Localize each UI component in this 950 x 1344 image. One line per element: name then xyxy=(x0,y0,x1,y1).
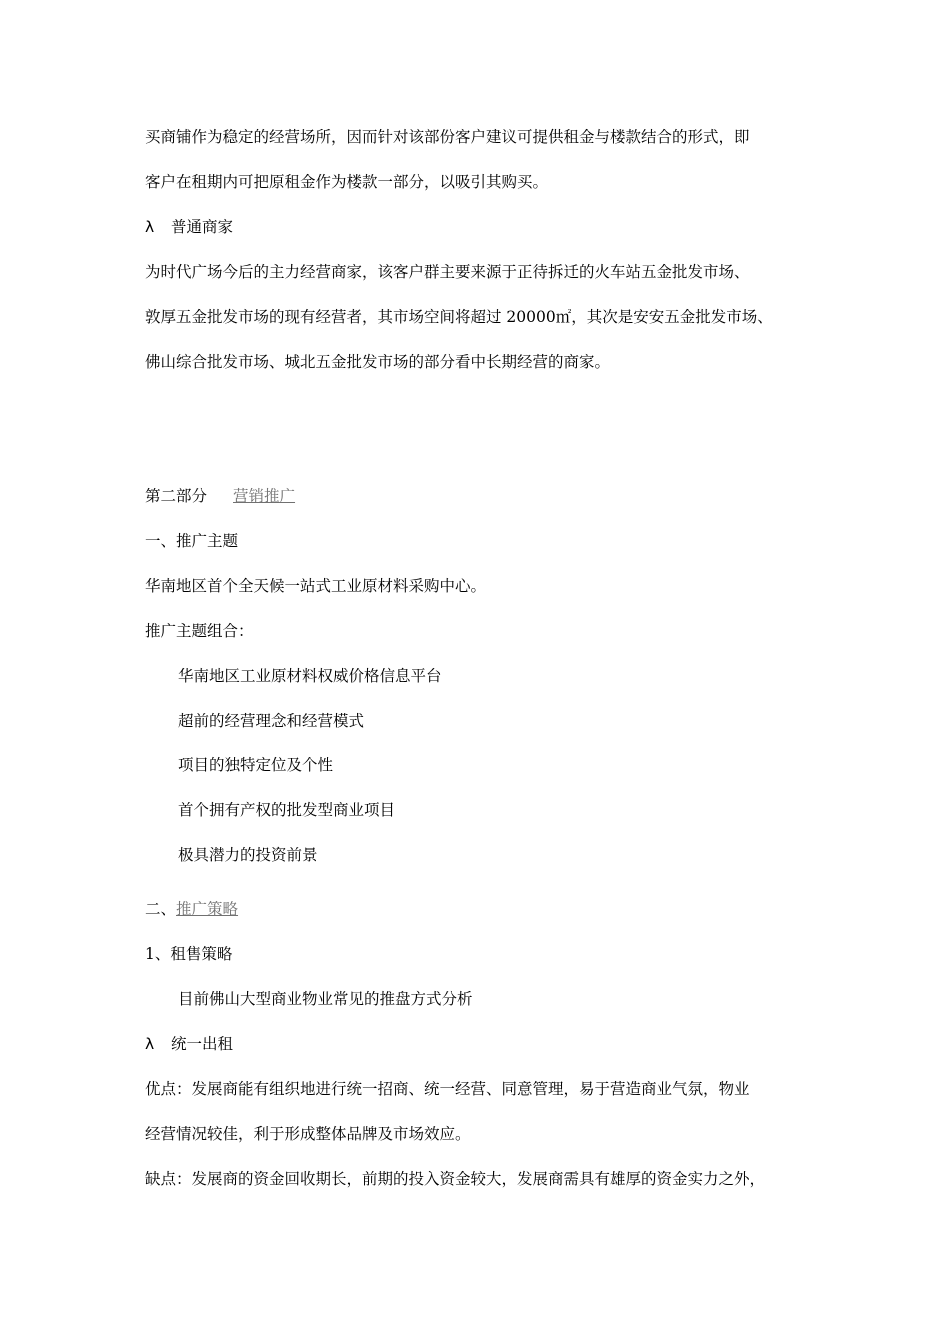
section-heading xyxy=(145,899,238,919)
lambda-bullet-icon: λ xyxy=(145,1035,155,1053)
paragraph-line: 优点：发展商能有组织地进行统一招商、统一经营、同意管理，易于营造商业气氛，物业 xyxy=(145,1080,750,1098)
list-item: 华南地区工业原材料权威价格信息平台 xyxy=(178,667,442,685)
paragraph-line: 经营情况较佳，利于形成整体品牌及市场效应。 xyxy=(145,1125,471,1143)
bullet-text: 统一出租 xyxy=(171,1035,234,1053)
paragraph-line: 缺点：发展商的资金回收期长，前期的投入资金较大，发展商需具有雄厚的资金实力之外， xyxy=(145,1170,766,1188)
section-title-link[interactable]: 推广策略 xyxy=(176,900,239,918)
part-label: 第二部分 xyxy=(145,487,208,505)
part-heading xyxy=(145,486,295,506)
list-item: 极具潜力的投资前景 xyxy=(178,846,318,864)
paragraph-line: 华南地区首个全天候一站式工业原材料采购中心。 xyxy=(145,577,487,595)
paragraph-line: 为时代广场今后的主力经营商家，该客户群主要来源于正待拆迁的火车站五金批发市场、 xyxy=(145,263,750,281)
list-item: 首个拥有产权的批发型商业项目 xyxy=(178,801,396,819)
paragraph-line: 买商铺作为稳定的经营场所，因而针对该部份客户建议可提供租金与楼款结合的形式，即 xyxy=(145,128,750,146)
bullet-item xyxy=(145,1034,233,1054)
paragraph-line: 目前佛山大型商业物业常见的推盘方式分析 xyxy=(178,990,473,1008)
part-title-link[interactable]: 营销推广 xyxy=(233,487,296,505)
list-item: 超前的经营理念和经营模式 xyxy=(178,712,365,730)
bullet-text: 普通商家 xyxy=(171,218,234,236)
section-prefix: 二、 xyxy=(145,900,177,918)
list-item: 项目的独特定位及个性 xyxy=(178,756,334,774)
lambda-bullet-icon: λ xyxy=(145,218,155,236)
paragraph-line: 推广主题组合： xyxy=(145,622,254,640)
section-heading: 一、推广主题 xyxy=(145,532,239,550)
paragraph-line: 敦厚五金批发市场的现有经营者，其市场空间将超过 20000㎡，其次是安安五金批发市场、 xyxy=(145,308,773,326)
paragraph-line: 佛山综合批发市场、城北五金批发市场的部分看中长期经营的商家。 xyxy=(145,353,611,371)
paragraph-line: 客户在租期内可把原租金作为楼款一部分，以吸引其购买。 xyxy=(145,173,549,191)
subsection-heading: 1、租售策略 xyxy=(145,945,233,963)
bullet-item xyxy=(145,217,233,237)
